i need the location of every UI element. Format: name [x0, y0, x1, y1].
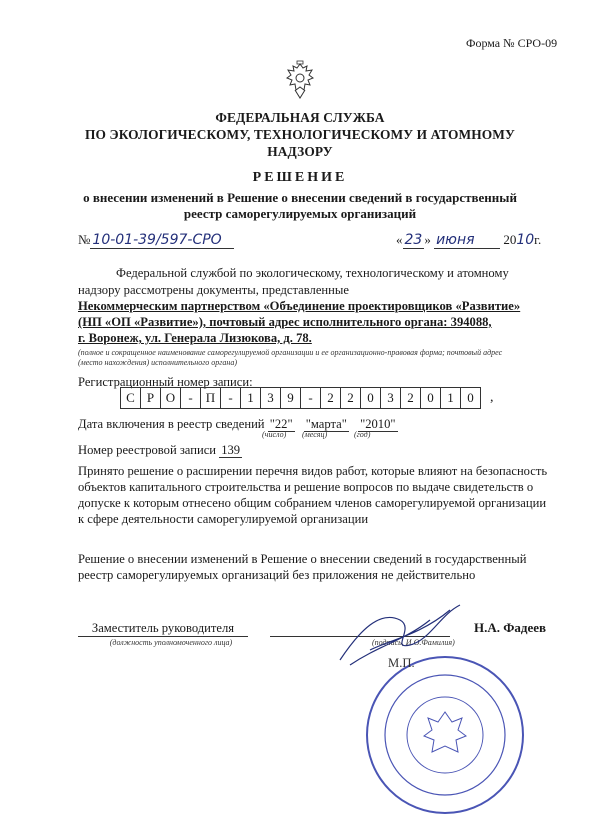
- registry-record-row: [78, 442, 242, 458]
- date-open-quote: «: [396, 232, 403, 247]
- organization-note-1: (полное и сокращенное наименование саморегулируемой организации и ее организационно-правовая форма; почтовый адрес: [78, 348, 503, 357]
- inclusion-date-row: [78, 416, 398, 432]
- organization-note-2: (место нахождения) исполнительного органа): [78, 358, 238, 367]
- registration-char-box: 9: [280, 387, 301, 409]
- organization-line-3: г. Воронеж, ул. Генерала Лизюкова, д. 78.: [78, 331, 312, 345]
- seal-label: М.П.: [388, 656, 415, 670]
- registration-char-box: -: [300, 387, 321, 409]
- registration-char-box: 2: [400, 387, 421, 409]
- inclusion-year: "2010": [360, 417, 396, 431]
- registration-char-box: 1: [440, 387, 461, 409]
- decision-text-line-2: объектов капитального строительства и решение вопросов по выдаче свидетельств о: [78, 480, 534, 494]
- registration-char-box: 0: [420, 387, 441, 409]
- agency-line-2: ПО ЭКОЛОГИЧЕСКОМУ, ТЕХНОЛОГИЧЕСКОМУ И АТОМНОМУ: [85, 127, 515, 142]
- signatory-position-note: (должность уполномоченного лица): [109, 638, 233, 647]
- registration-char-box: 0: [360, 387, 381, 409]
- document-title: РЕШЕНИЕ: [252, 170, 348, 185]
- registration-char-box: О: [160, 387, 181, 409]
- registration-char-box: П: [200, 387, 221, 409]
- date-day: 23: [404, 232, 423, 248]
- agency-line-3: НАДЗОРУ: [267, 144, 333, 159]
- intro-line-2: надзору рассмотрены документы, представленные: [78, 283, 349, 297]
- validity-line-2: реестр саморегулируемых организаций без приложения не действительно: [78, 568, 476, 582]
- registration-char-box: 2: [320, 387, 341, 409]
- agency-line-1: ФЕДЕРАЛЬНАЯ СЛУЖБА: [215, 110, 385, 125]
- registration-char-box: 3: [260, 387, 281, 409]
- organization-line-2: (НП «ОП «Развитие»), почтовый адрес исполнительного органа: 394088,: [78, 315, 492, 329]
- signature-note: (подпись, И.О.Фамилия): [372, 638, 455, 647]
- number-prefix: №: [78, 232, 91, 247]
- date-year-prefix: 20: [503, 232, 517, 247]
- registration-char-box: 2: [340, 387, 361, 409]
- registry-record-value: 139: [221, 443, 241, 457]
- form-number: Форма № СРО-09: [466, 36, 558, 50]
- registration-char-box: С: [120, 387, 141, 409]
- registration-char-box: 3: [380, 387, 401, 409]
- inclusion-day: "22": [269, 417, 293, 431]
- registry-record-label: Номер реестровой записи: [78, 443, 217, 457]
- decision-text-line-3: допуске к которым отнесено общим собранием членов саморегулируемой организации: [78, 496, 547, 510]
- inclusion-year-note: (год): [354, 430, 371, 439]
- date-year-suffix: 10: [516, 232, 535, 248]
- intro-line-1: Федеральной службой по экологическому, технологическому и атомному: [116, 266, 509, 280]
- registration-char-box: -: [220, 387, 241, 409]
- date-month: июня: [434, 232, 500, 249]
- decision-text-line-1: Принято решение о расширении перечня видов работ, которые влияют на безопасность: [78, 464, 548, 478]
- decision-date: [396, 232, 541, 249]
- inclusion-label: Дата включения в реестр сведений: [78, 417, 265, 431]
- inclusion-month: "марта": [305, 417, 347, 431]
- subtitle-line-2: реестр саморегулируемых организаций: [183, 206, 417, 221]
- signatory-position: Заместитель руководителя: [78, 620, 248, 637]
- decision-number: [78, 232, 234, 249]
- number-value: 10-01-39/597-СРО: [90, 232, 234, 249]
- decision-text-line-4: к сфере деятельности саморегулируемой организации: [78, 512, 369, 526]
- official-seal: [350, 640, 540, 816]
- date-close-quote: »: [424, 232, 431, 247]
- date-year-unit: г.: [534, 232, 542, 247]
- registration-char-box: 0: [460, 387, 481, 409]
- inclusion-day-note: (число): [262, 430, 287, 439]
- subtitle-line-1: о внесении изменений в Решение о внесении сведений в государственный: [83, 190, 517, 205]
- registration-label: Регистрационный номер записи:: [78, 375, 253, 389]
- signatory-name: Н.А. Фадеев: [474, 620, 547, 635]
- registration-char-box: -: [180, 387, 201, 409]
- registration-trailing: ,: [490, 390, 494, 405]
- organization-line-1: Некоммерческим партнерством «Объединение проектировщиков «Развитие»: [78, 299, 521, 313]
- registration-number-boxes: [120, 387, 481, 409]
- registration-char-box: Р: [140, 387, 161, 409]
- coat-of-arms-icon: [283, 60, 317, 100]
- registration-char-box: 1: [240, 387, 261, 409]
- validity-line-1: Решение о внесении изменений в Решение о внесении сведений в государственный: [78, 552, 527, 566]
- inclusion-month-note: (месяц): [302, 430, 328, 439]
